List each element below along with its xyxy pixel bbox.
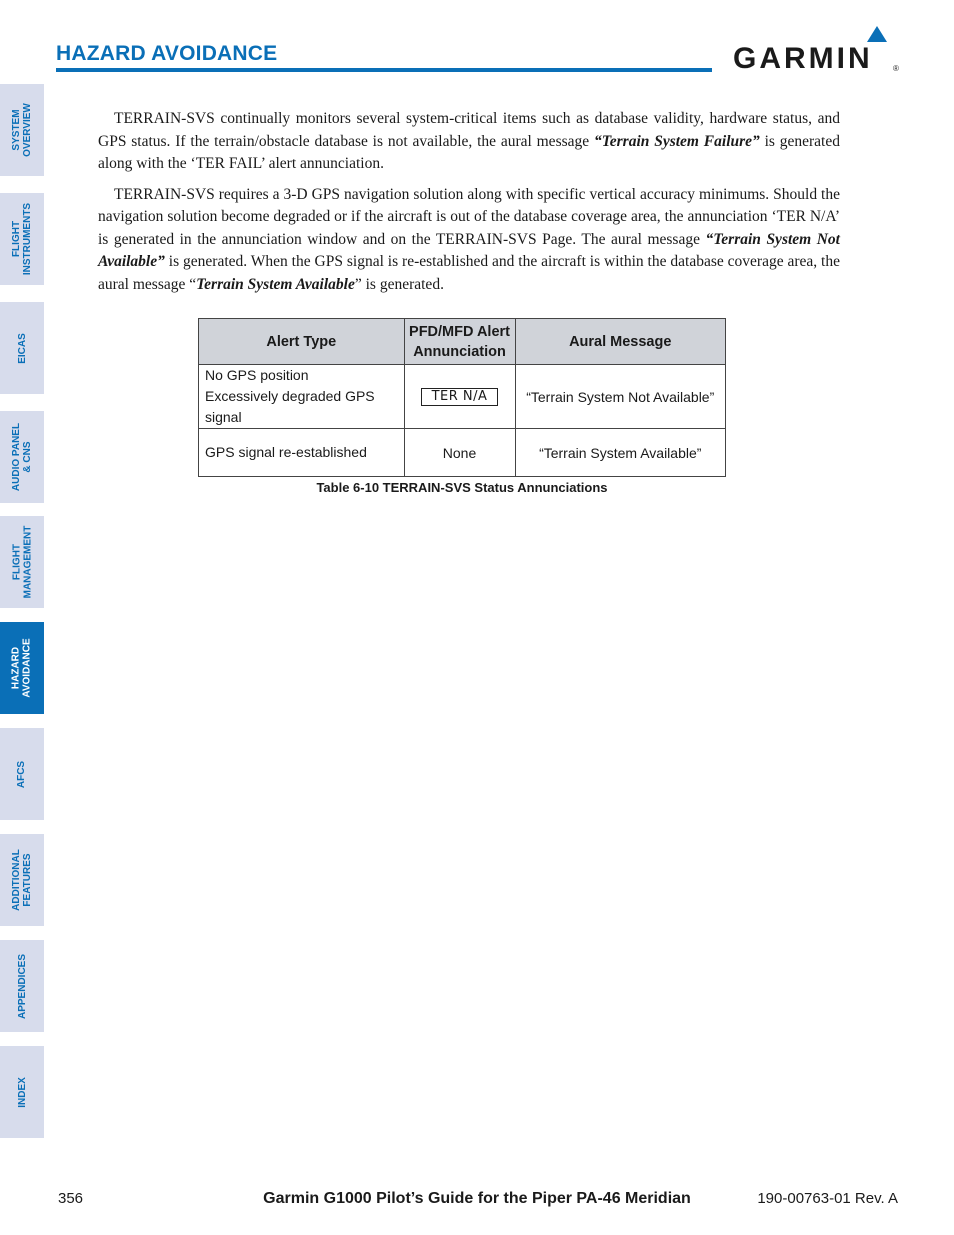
aural-cell: “Terrain System Available” <box>515 429 726 477</box>
tab-flight-management[interactable] <box>0 516 44 608</box>
header-aural-message: Aural Message <box>515 319 726 365</box>
paragraph-text: is generated along with the ‘TER FAIL’ alert annunciation. <box>98 132 840 172</box>
annunciation-table <box>198 318 726 477</box>
logo-triangle-icon <box>867 26 887 42</box>
cell-line: No GPS position <box>205 367 309 383</box>
tab-label: HAZARD AVOIDANCE <box>11 638 34 698</box>
paragraph-text: ” is generated. <box>354 275 444 293</box>
tab-label: AFCS <box>16 760 28 788</box>
header-line: Annunciation <box>413 343 506 360</box>
garmin-logo <box>733 26 899 76</box>
section-title: HAZARD AVOIDANCE <box>56 42 278 65</box>
table-header-row <box>199 319 726 365</box>
tab-appendices[interactable] <box>0 940 44 1032</box>
header-annunciation <box>404 319 515 365</box>
tab-index[interactable] <box>0 1046 44 1138</box>
tab-label: EICAS <box>16 332 28 364</box>
aural-message: “Terrain System Failure” <box>593 132 760 150</box>
alert-type-cell: GPS signal re-established <box>199 429 405 477</box>
tab-flight-instruments[interactable] <box>0 193 44 285</box>
aural-cell: “Terrain System Not Available” <box>515 365 726 429</box>
cell-line: Excessively degraded GPS signal <box>205 388 375 425</box>
paragraph-text: TERRAIN-SVS requires a 3-D GPS navigation solution along with specific vertical accuracy minimums. Should the navigation solution become degraded or if the aircraft is out of the database coverage area, the annunciation ‘TER N/A’ is generated in the annunciation window and on the TERRAIN-SVS Page. The aural message <box>98 185 840 248</box>
table-caption: Table 6-10 TERRAIN-SVS Status Annunciations <box>316 480 608 495</box>
aural-message: Terrain System Available <box>196 275 355 293</box>
logo-registered-mark: ® <box>893 64 899 73</box>
document-number: 190-00763-01 Rev. A <box>757 1190 898 1207</box>
tab-label: FLIGHT INSTRUMENTS <box>11 202 34 276</box>
paragraph-text: is generated. When the GPS signal is re-established and the aircraft is within the database coverage area, the aural message “ <box>98 253 840 293</box>
body-text <box>98 108 840 304</box>
table-row <box>199 429 726 477</box>
tab-additional-features[interactable] <box>0 834 44 926</box>
header-rule <box>56 68 712 72</box>
tab-label: INDEX <box>16 1076 28 1108</box>
tab-hazard-avoidance[interactable] <box>0 622 44 714</box>
tab-system-overview[interactable] <box>0 84 44 176</box>
tab-afcs[interactable] <box>0 728 44 820</box>
tab-label: SYSTEM OVERVIEW <box>11 103 33 157</box>
header-line: PFD/MFD Alert <box>409 323 510 340</box>
logo-text: GARMIN <box>733 42 873 75</box>
tab-audio-panel-cns[interactable] <box>0 411 44 503</box>
annunciation-cell <box>404 365 515 429</box>
tab-label: APPENDICES <box>16 953 28 1019</box>
aural-message: “Terrain System Not Available” <box>98 230 840 270</box>
header-alert-type: Alert Type <box>199 319 405 365</box>
paragraph-text: TERRAIN-SVS continually monitors several system-critical items such as database validity, hardware status, and GPS status. If the terrain/obstacle database is not available, the aural message <box>98 110 840 150</box>
section-tabs <box>0 0 44 1235</box>
paragraph <box>98 108 840 176</box>
annunciation-cell: None <box>404 429 515 477</box>
tab-label: FLIGHT MANAGEMENT <box>11 525 33 599</box>
tab-label: ADDITIONAL FEATURES <box>11 849 34 911</box>
paragraph <box>98 184 840 297</box>
tab-label: AUDIO PANEL & CNS <box>11 422 33 492</box>
tab-eicas[interactable] <box>0 302 44 394</box>
table-row <box>199 365 726 429</box>
ter-na-annunciation: TER N/A <box>421 388 499 406</box>
page-number: 356 <box>58 1190 84 1207</box>
alert-type-cell <box>199 365 405 429</box>
footer-title: Garmin G1000 Pilot’s Guide for the Piper PA-46 Meridian <box>263 1190 691 1207</box>
